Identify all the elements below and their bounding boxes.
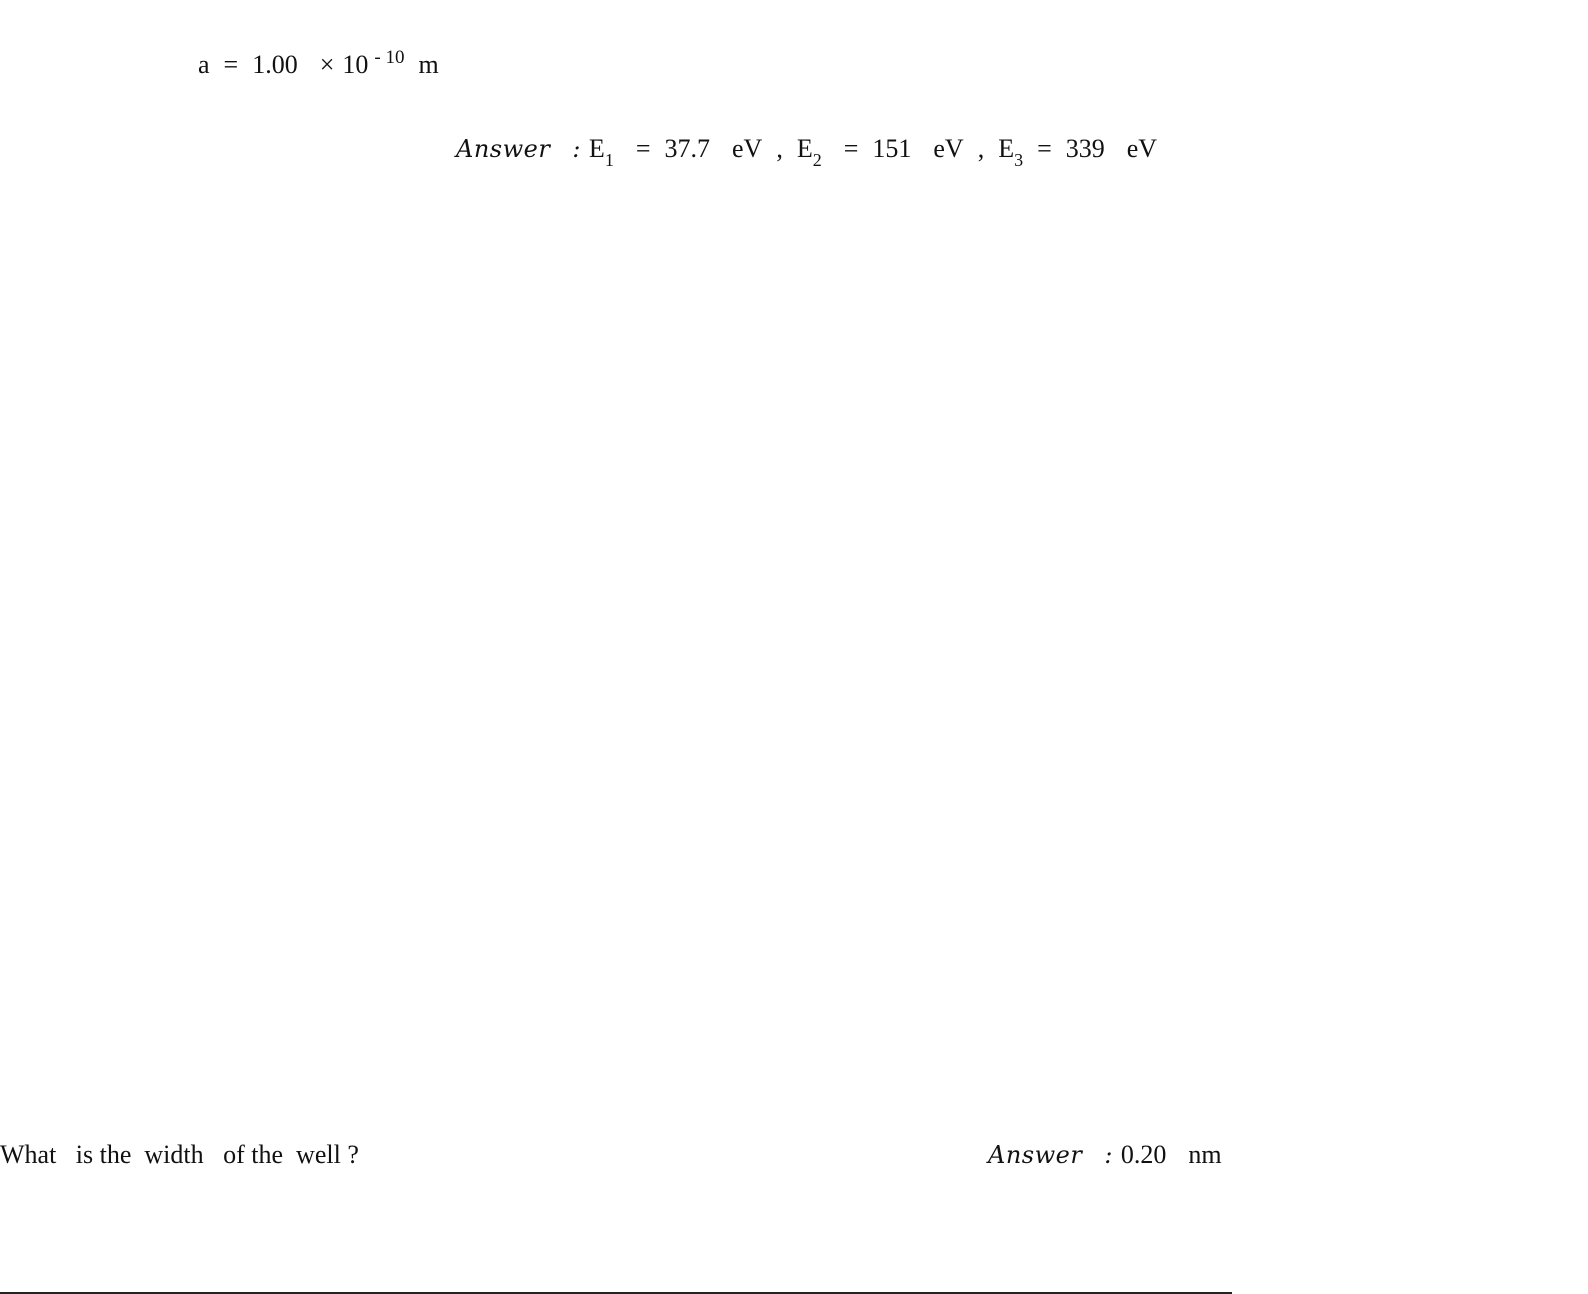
e3-value: 339 — [1065, 134, 1105, 163]
answer-width-label: Answer — [988, 1141, 1083, 1169]
e3-equals: = — [1037, 134, 1052, 163]
given-variable: a — [198, 50, 210, 79]
answer-colon: : — [572, 135, 581, 163]
answer-width-colon: : — [1104, 1141, 1113, 1169]
e2-symbol: E — [796, 134, 813, 163]
e2-value: 151 — [872, 134, 912, 163]
e1-symbol: E — [588, 134, 605, 163]
e3-unit: eV — [1126, 134, 1158, 163]
given-equation — [198, 47, 439, 79]
answer-energies — [456, 134, 1158, 170]
separator-1: , — [776, 134, 783, 163]
e3-index: 3 — [1014, 150, 1024, 170]
given-exponent: - 10 — [374, 47, 405, 68]
given-mantissa: 1.00 — [252, 50, 298, 79]
e2-unit: eV — [933, 134, 964, 163]
e2-equals: = — [843, 134, 859, 163]
e1-equals: = — [635, 134, 651, 163]
given-unit: m — [418, 50, 439, 79]
question-text: What is the width of the well ? — [0, 1140, 359, 1169]
answer-width — [988, 1142, 1222, 1168]
answer-label: Answer — [456, 135, 551, 163]
answer-width-unit: nm — [1188, 1140, 1222, 1169]
e2-index: 2 — [812, 150, 822, 170]
given-times: × — [319, 50, 335, 79]
separator-2: , — [977, 134, 985, 163]
answer-width-value: 0.20 — [1120, 1140, 1167, 1169]
e1-index: 1 — [604, 150, 614, 170]
given-equals: = — [223, 50, 239, 79]
e1-value: 37.7 — [664, 134, 710, 163]
e1-unit: eV — [731, 134, 763, 163]
given-base: 10 — [342, 50, 369, 79]
e3-symbol: E — [998, 134, 1015, 163]
